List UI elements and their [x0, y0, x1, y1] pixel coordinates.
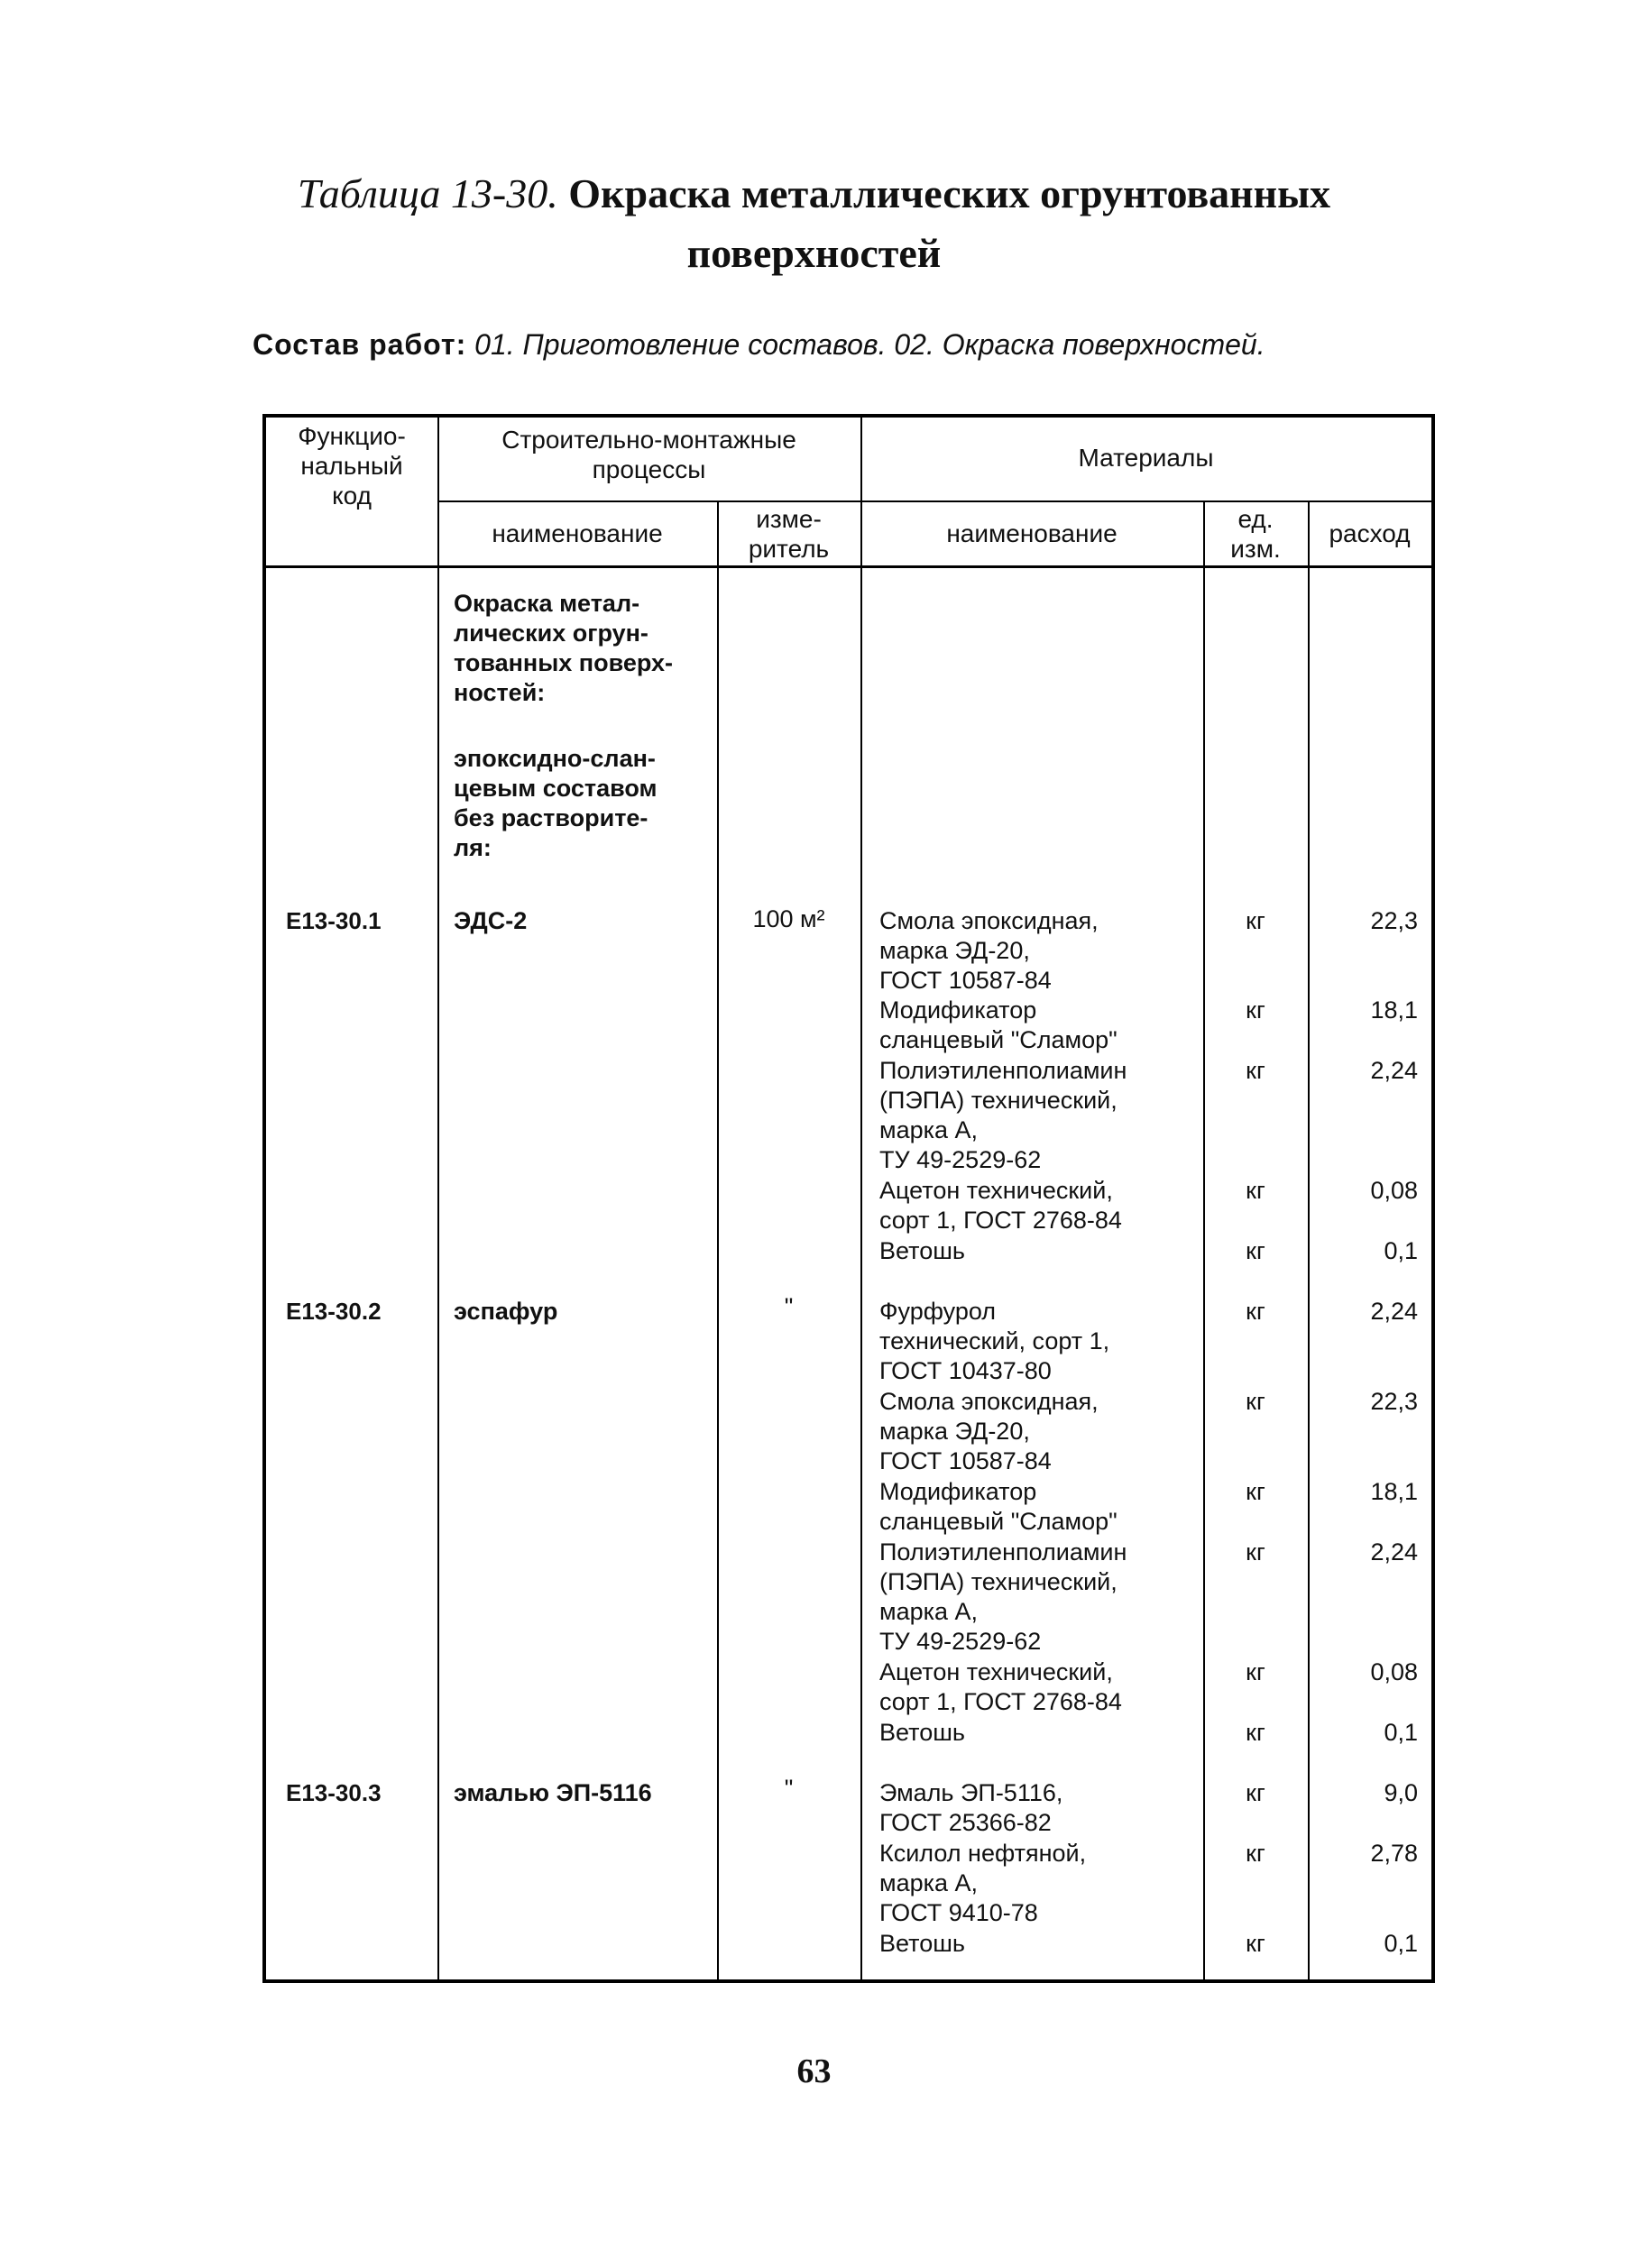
material-name: Эмаль ЭП-5116, ГОСТ 25366-82: [879, 1779, 1063, 1836]
row-code: Е13-30.3: [286, 1779, 382, 1806]
material-amount: 0,1: [1384, 1237, 1418, 1264]
material-amount: 2,24: [1370, 1538, 1418, 1566]
material-name: Ацетон технический, сорт 1, ГОСТ 2768-84: [879, 1658, 1122, 1715]
material-unit: кг: [1246, 1177, 1265, 1204]
material-amount: 2,78: [1370, 1840, 1418, 1867]
material-amount: 0,08: [1370, 1177, 1418, 1204]
row-meter: ": [784, 1293, 794, 1320]
material-amount: 18,1: [1370, 996, 1418, 1024]
header-code: Функцио- нальный код: [298, 422, 406, 510]
material-unit: кг: [1246, 1930, 1265, 1957]
row-code: Е13-30.1: [286, 907, 382, 934]
title-main: Окраска металлических огрунтованных: [568, 170, 1331, 216]
row-process: ЭДС-2: [454, 907, 528, 934]
row-meter: ": [784, 1775, 794, 1802]
section-heading: Окраска метал- лических огрун- тованных поверх- ностей:: [454, 590, 674, 706]
material-name: Смола эпоксидная, марка ЭД-20, ГОСТ 10587-84: [879, 907, 1099, 994]
material-unit: кг: [1246, 1057, 1265, 1084]
work-composition-label: Состав работ:: [253, 328, 467, 361]
header-processes: Строительно-монтажные процессы: [501, 426, 796, 483]
title-prefix: Таблица 13-30.: [297, 170, 558, 216]
section-subheading: эпоксидно-слан- цевым составом без растворите- ля:: [454, 745, 658, 861]
work-composition-text: 01. Приготовление составов. 02. Окраска поверхностей.: [474, 328, 1265, 361]
material-unit: кг: [1246, 996, 1265, 1024]
col-divider: [860, 418, 862, 1979]
material-name: Смола эпоксидная, марка ЭД-20, ГОСТ 10587-84: [879, 1388, 1099, 1474]
col-divider: [717, 500, 719, 1979]
material-unit: кг: [1246, 1478, 1265, 1505]
work-composition: [253, 328, 1533, 362]
row-meter-value: 100 м²: [752, 905, 825, 932]
title-line-1: [0, 164, 1628, 224]
header-process-name: наименование: [492, 519, 663, 547]
material-name: Полиэтиленполиамин (ПЭПА) технический, марка А, ТУ 49-2529-62: [879, 1057, 1127, 1173]
header-amount: расход: [1329, 519, 1411, 547]
material-amount: 0,08: [1370, 1658, 1418, 1685]
material-name: Полиэтиленполиамин (ПЭПА) технический, марка А, ТУ 49-2529-62: [879, 1538, 1127, 1655]
page-number: 63: [796, 2052, 832, 2090]
header-meter: изме- ритель: [748, 505, 830, 563]
material-unit: кг: [1246, 1719, 1265, 1746]
material-name: Ветошь: [879, 1237, 965, 1264]
material-amount: 2,24: [1370, 1298, 1418, 1325]
table-title: [0, 164, 1628, 283]
material-name: Модификатор сланцевый "Сламор": [879, 1478, 1118, 1535]
material-unit: кг: [1246, 1779, 1265, 1806]
col-divider: [437, 418, 439, 1979]
material-unit: кг: [1246, 1658, 1265, 1685]
material-name: Модификатор сланцевый "Сламор": [879, 996, 1118, 1053]
material-amount: 22,3: [1370, 1388, 1418, 1415]
material-unit: кг: [1246, 1538, 1265, 1566]
material-name: Ветошь: [879, 1930, 965, 1957]
material-name: Ацетон технический, сорт 1, ГОСТ 2768-84: [879, 1177, 1122, 1234]
materials-table: [262, 414, 1435, 1983]
row-code: Е13-30.2: [286, 1298, 382, 1325]
material-unit: кг: [1246, 1840, 1265, 1867]
title-line-2: поверхностей: [686, 230, 942, 276]
header-material-name: наименование: [946, 519, 1118, 547]
material-amount: 9,0: [1384, 1779, 1418, 1806]
row-process: эмалью ЭП-5116: [454, 1779, 652, 1806]
material-name: Фурфурол технический, сорт 1, ГОСТ 10437-80: [879, 1298, 1110, 1384]
material-unit: кг: [1246, 1298, 1265, 1325]
material-name: Ветошь: [879, 1719, 965, 1746]
material-amount: 18,1: [1370, 1478, 1418, 1505]
material-amount: 0,1: [1384, 1930, 1418, 1957]
header-materials: Материалы: [1078, 444, 1214, 472]
material-unit: кг: [1246, 907, 1265, 934]
material-name: Ксилол нефтяной, марка А, ГОСТ 9410-78: [879, 1840, 1087, 1926]
header-unit: ед. изм.: [1230, 505, 1281, 563]
row-process: эспафур: [454, 1298, 558, 1325]
material-unit: кг: [1246, 1237, 1265, 1264]
material-amount: 2,24: [1370, 1057, 1418, 1084]
header-bottom-border: [266, 565, 1431, 568]
material-unit: кг: [1246, 1388, 1265, 1415]
material-amount: 0,1: [1384, 1719, 1418, 1746]
row-meter: [717, 904, 860, 934]
material-amount: 22,3: [1370, 907, 1418, 934]
header-divider: [437, 500, 1431, 502]
